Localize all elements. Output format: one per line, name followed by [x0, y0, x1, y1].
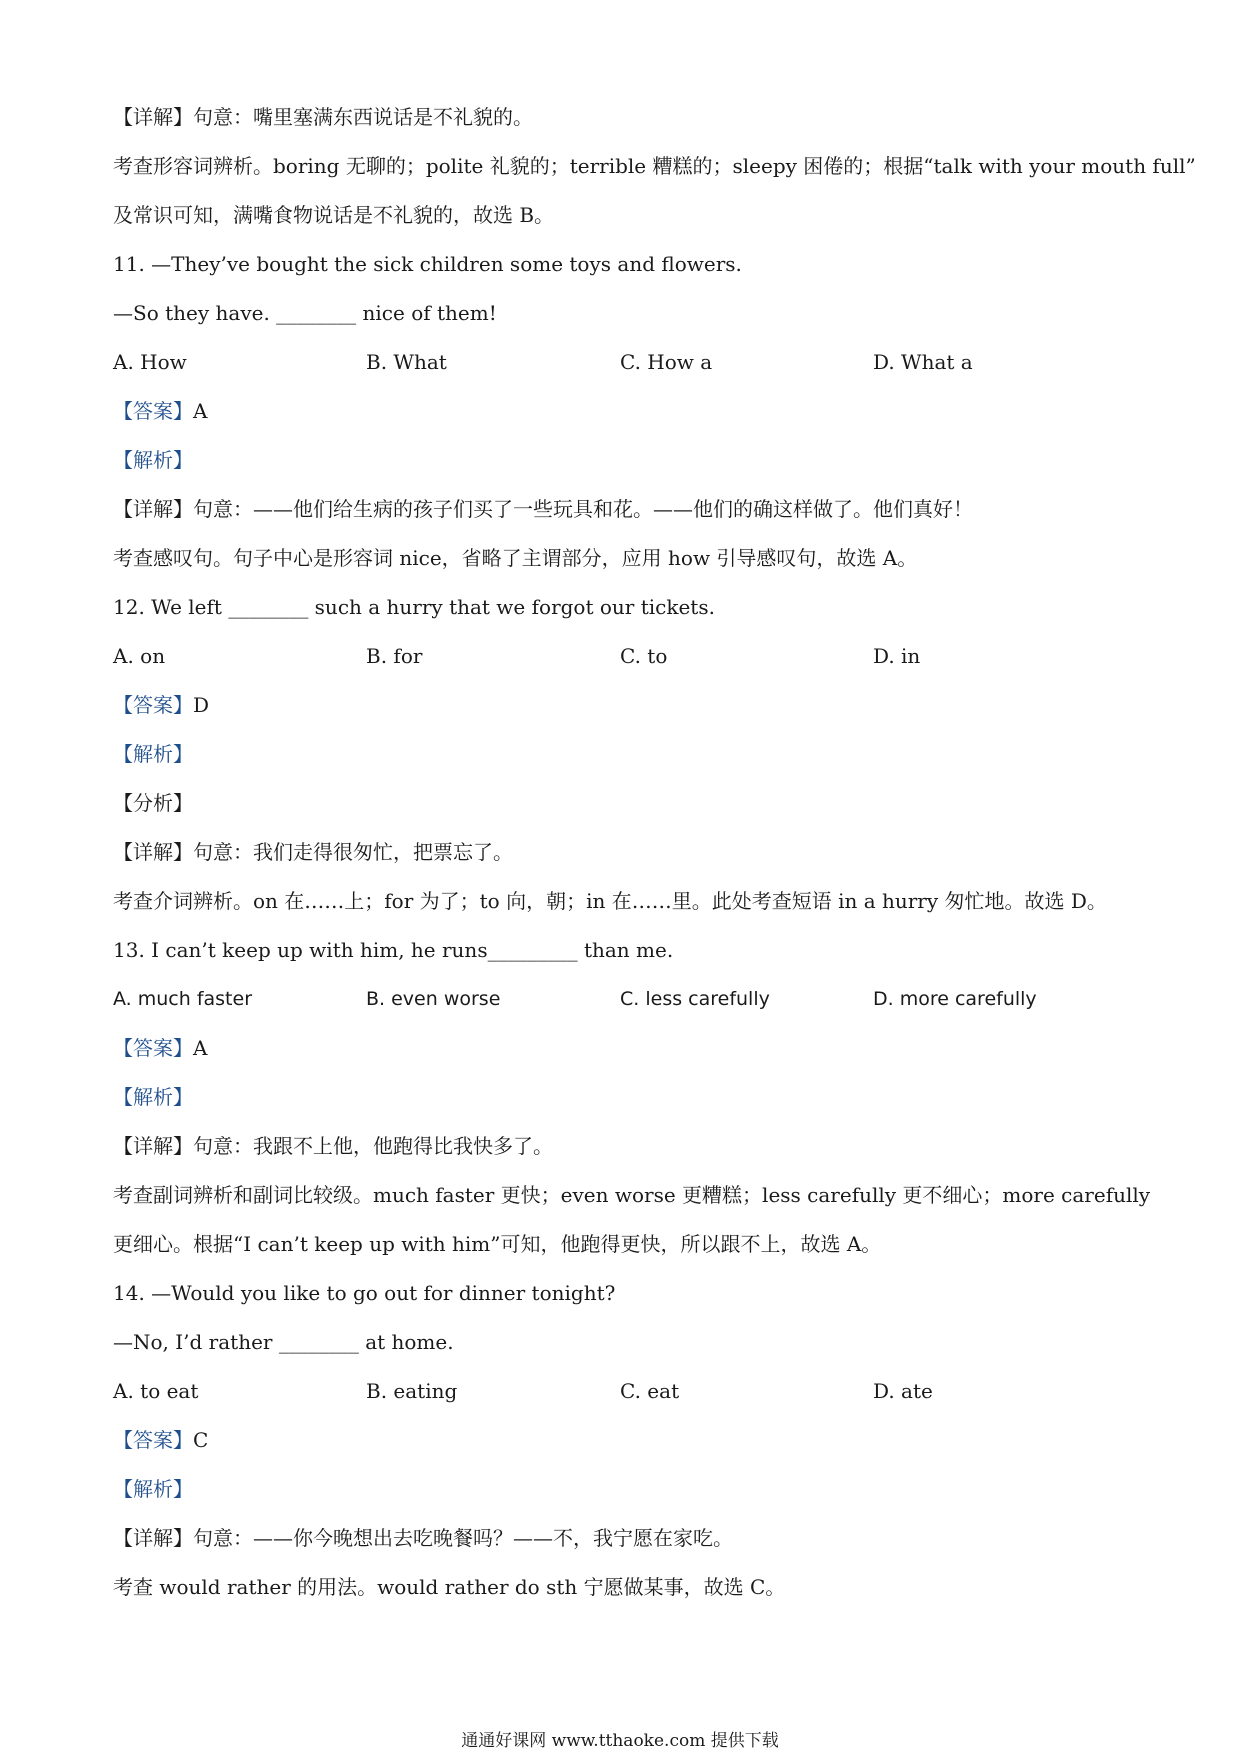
analysis-tag: 【解析】 [113, 1477, 193, 1501]
option-a: A. much faster [113, 988, 253, 1010]
option-a: A. on [113, 644, 166, 668]
option-d: D. ate [873, 1379, 933, 1403]
explanation-line [113, 1133, 553, 1159]
explanation-text: 句意：我们走得很匆忙，把票忘了。 [193, 840, 513, 864]
analysis-heading [113, 741, 193, 767]
option-d: D. more carefully [873, 988, 1037, 1010]
explanation-line [113, 1525, 733, 1551]
analysis-heading [113, 447, 193, 473]
answer-value: A [193, 399, 208, 423]
option-a: A. to eat [113, 1379, 199, 1403]
question-text: 13. I can’t keep up with him, he runs_________ than me. [113, 938, 674, 962]
detail-tag: 【详解】 [113, 1134, 193, 1158]
option-d: D. in [873, 644, 921, 668]
analysis-heading [113, 1084, 193, 1110]
analysis-text: 考查副词辨析和副词比较级。much faster 更快；even worse 更糟糕；less carefully 更不细心；more carefully [113, 1183, 1151, 1207]
answer-value: C [193, 1428, 209, 1452]
question-text: —No, I’d rather ________ at home. [113, 1330, 454, 1354]
explanation-line [113, 496, 973, 522]
detail-tag: 【详解】 [113, 497, 193, 521]
question-13 [113, 937, 673, 963]
option-c: C. How a [620, 350, 713, 374]
question-11 [113, 251, 742, 277]
option-b: B. eating [366, 1379, 458, 1403]
explanation-text: 句意：——他们给生病的孩子们买了一些玩具和花。——他们的确这样做了。他们真好！ [193, 497, 973, 521]
answer-line [113, 692, 209, 718]
analysis-text: 及常识可知，满嘴食物说话是不礼貌的，故选 B。 [113, 203, 555, 227]
option-c: C. eat [620, 1379, 680, 1403]
answer-tag: 【答案】 [113, 1428, 193, 1452]
answer-line [113, 1035, 207, 1061]
detail-tag: 【详解】 [113, 1526, 193, 1550]
analysis-line [113, 153, 1196, 179]
analysis-text: 考查介词辨析。on 在……上；for 为了；to 向，朝；in 在……里。此处考查短语 in a hurry 匆忙地。故选 D。 [113, 889, 1107, 913]
detail-tag: 【详解】 [113, 840, 193, 864]
analysis-text: 考查感叹句。句子中心是形容词 nice，省略了主谓部分，应用 how 引导感叹句，故选 A。 [113, 546, 918, 570]
explanation-text: 句意：我跟不上他，他跑得比我快多了。 [193, 1134, 553, 1158]
explanation-text: 句意：——你今晚想出去吃晚餐吗？——不，我宁愿在家吃。 [193, 1526, 733, 1550]
analysis-tag: 【解析】 [113, 448, 193, 472]
analysis-line [113, 1231, 881, 1257]
answer-value: D [193, 693, 210, 717]
option-c: C. less carefully [620, 988, 770, 1010]
analysis-text: 考查形容词辨析。boring 无聊的；polite 礼貌的；terrible 糟糕的；sleepy 困倦的；根据“talk with your mouth full” [113, 154, 1196, 178]
question-text: 11. —They’ve bought the sick children some toys and flowers. [113, 252, 742, 276]
answer-line [113, 398, 207, 424]
option-a: A. How [113, 350, 187, 374]
analysis-line [113, 545, 917, 571]
explanation-line [113, 104, 533, 130]
option-b: B. even worse [366, 988, 501, 1010]
analysis-tag: 【解析】 [113, 742, 193, 766]
answer-value: A [193, 1036, 208, 1060]
analysis-line [113, 1182, 1150, 1208]
answer-tag: 【答案】 [113, 399, 193, 423]
page-footer: 通通好课网 www.tthaoke.com 提供下载 [461, 1731, 779, 1751]
question-12 [113, 594, 715, 620]
analysis-line [113, 202, 554, 228]
analysis-heading [113, 1476, 193, 1502]
question-text: —So they have. ________ nice of them! [113, 301, 497, 325]
answer-line [113, 1427, 208, 1453]
question-text: 14. —Would you like to go out for dinner tonight? [113, 1281, 616, 1305]
question-14 [113, 1280, 615, 1306]
option-d: D. What a [873, 350, 973, 374]
option-c: C. to [620, 644, 668, 668]
detail-tag: 【详解】 [113, 105, 193, 129]
explanation-text: 句意：嘴里塞满东西说话是不礼貌的。 [193, 105, 533, 129]
analysis-text: 更细心。根据“I can’t keep up with him”可知，他跑得更快，所以跟不上，故选 A。 [113, 1232, 882, 1256]
question-text: 12. We left ________ such a hurry that we forgot our tickets. [113, 595, 715, 619]
answer-tag: 【答案】 [113, 1036, 193, 1060]
fenxi-heading [113, 790, 193, 816]
analysis-text: 考查 would rather 的用法。would rather do sth 宁愿做某事，故选 C。 [113, 1575, 786, 1599]
question-11-response [113, 300, 497, 326]
analysis-line [113, 888, 1107, 914]
explanation-line [113, 839, 513, 865]
option-b: B. What [366, 350, 447, 374]
question-14-response [113, 1329, 454, 1355]
analysis-line [113, 1574, 785, 1600]
fenxi-tag: 【分析】 [113, 791, 193, 815]
answer-tag: 【答案】 [113, 693, 193, 717]
analysis-tag: 【解析】 [113, 1085, 193, 1109]
option-b: B. for [366, 644, 423, 668]
